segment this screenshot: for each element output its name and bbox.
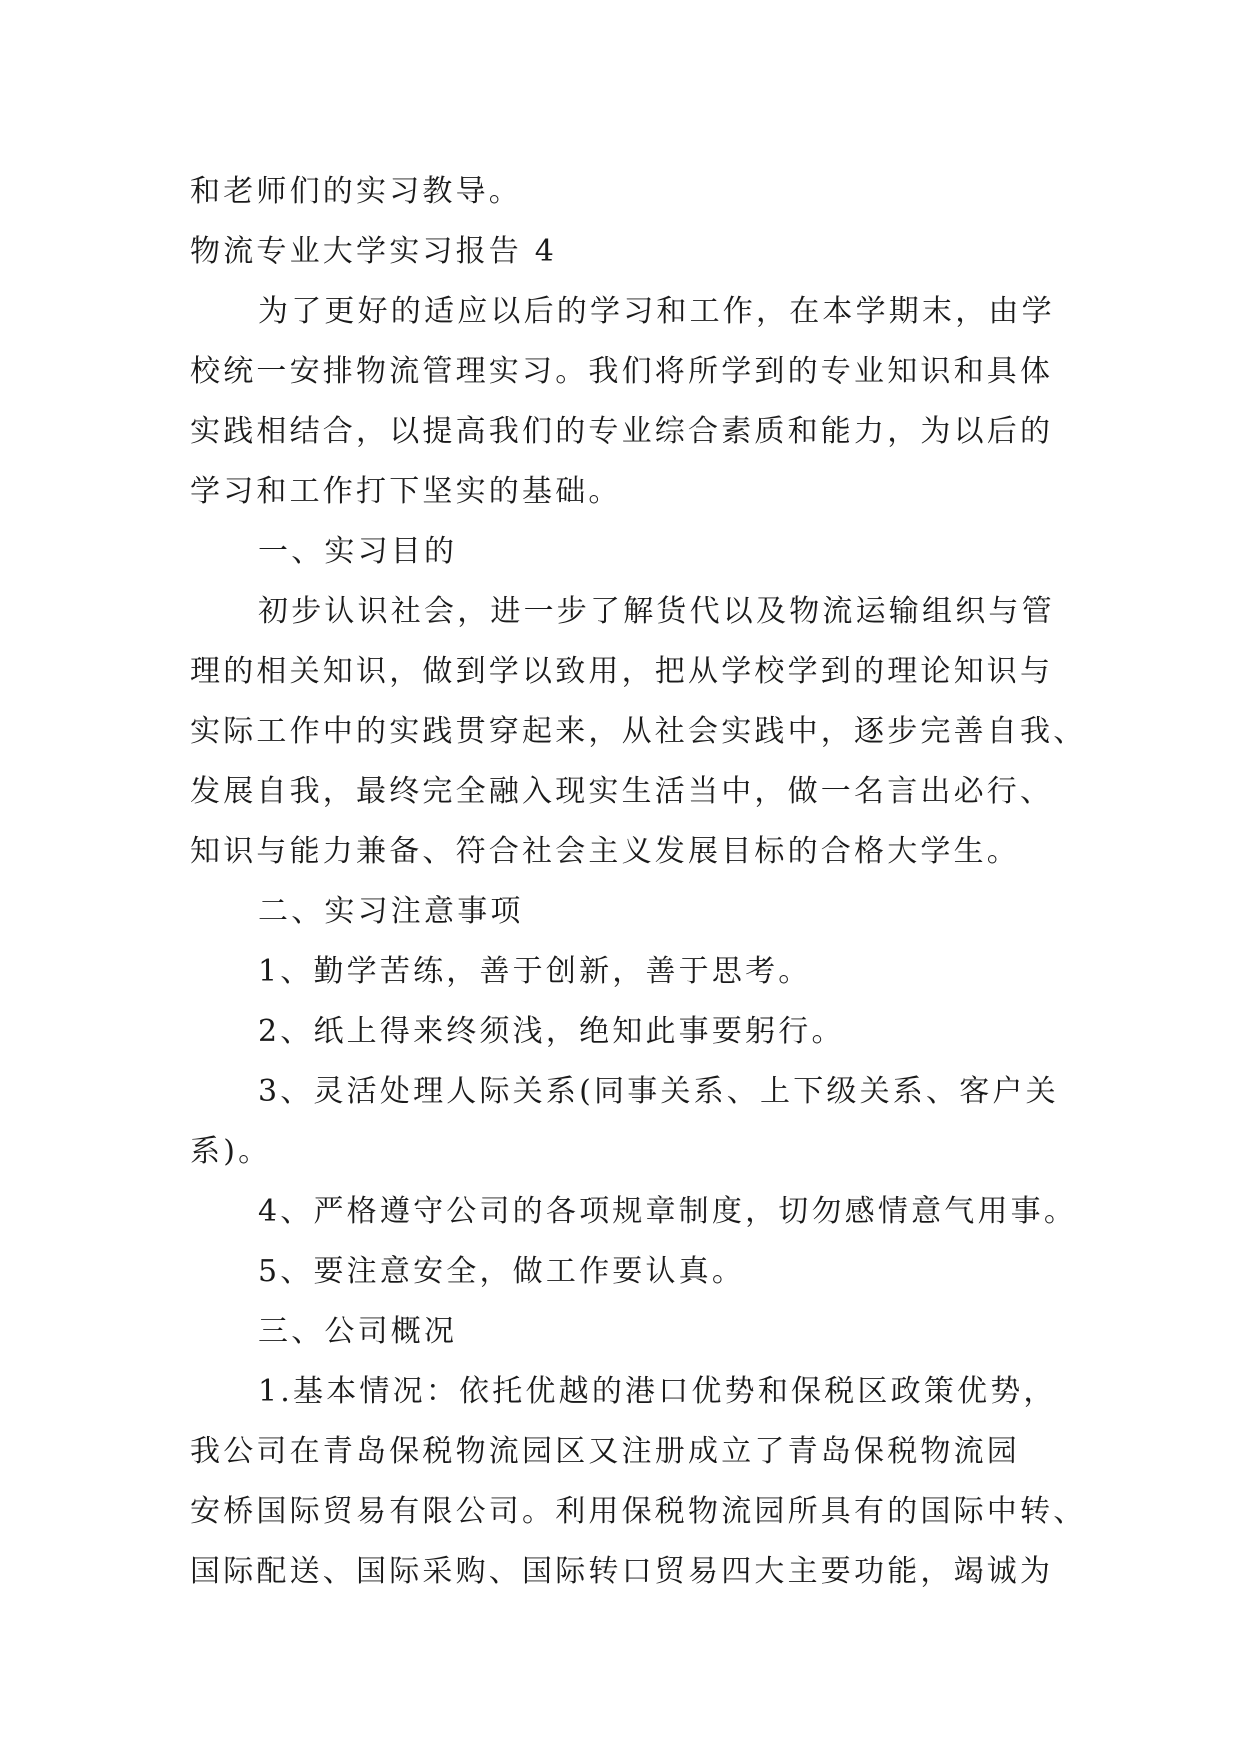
text-line: 知识与能力兼备、符合社会主义发展目标的合格大学生。 [190,834,1020,869]
list-item: 4、严格遵守公司的各项规章制度，切勿感情意气用事。 [258,1194,1078,1229]
text-line: 发展自我，最终完全融入现实生活当中，做一名言出必行、 [190,774,1054,809]
text-line: 实际工作中的实践贯穿起来，从社会实践中，逐步完善自我、 [190,714,1087,749]
list-item: 5、要注意安全，做工作要认真。 [258,1254,746,1289]
text-line: 国际配送、国际采购、国际转口贸易四大主要功能，竭诚为 [190,1554,1054,1589]
section-heading: 三、公司概况 [258,1314,458,1349]
text-line: 我公司在青岛保税物流园区又注册成立了青岛保税物流园 [190,1434,1020,1469]
section-heading: 二、实习注意事项 [258,894,524,929]
document-body [190,162,1087,1602]
list-item: 2、纸上得来终须浅，绝知此事要躬行。 [258,1014,845,1049]
section-title: 物流专业大学实习报告 4 [190,234,558,269]
text-line: 初步认识社会，进一步了解货代以及物流运输组织与管 [258,594,1055,629]
text-line: 1.基本情况：依托优越的港口优势和保税区政策优势， [258,1374,1057,1409]
text-line: 实践相结合，以提高我们的专业综合素质和能力，为以后的 [190,414,1054,449]
text-line: 系)。 [190,1134,272,1169]
text-line: 和老师们的实习教导。 [190,174,522,209]
text-line: 校统一安排物流管理实习。我们将所学到的专业知识和具体 [190,354,1054,389]
list-item: 3、灵活处理人际关系(同事关系、上下级关系、客户关 [258,1074,1059,1109]
list-item: 1、勤学苦练，善于创新，善于思考。 [258,954,812,989]
text-line: 理的相关知识，做到学以致用，把从学校学到的理论知识与 [190,654,1054,689]
section-heading: 一、实习目的 [258,534,458,569]
text-line: 为了更好的适应以后的学习和工作，在本学期末，由学 [258,294,1055,329]
text-line: 学习和工作打下坚实的基础。 [190,474,622,509]
text-line: 安桥国际贸易有限公司。利用保税物流园所具有的国际中转、 [190,1494,1087,1529]
